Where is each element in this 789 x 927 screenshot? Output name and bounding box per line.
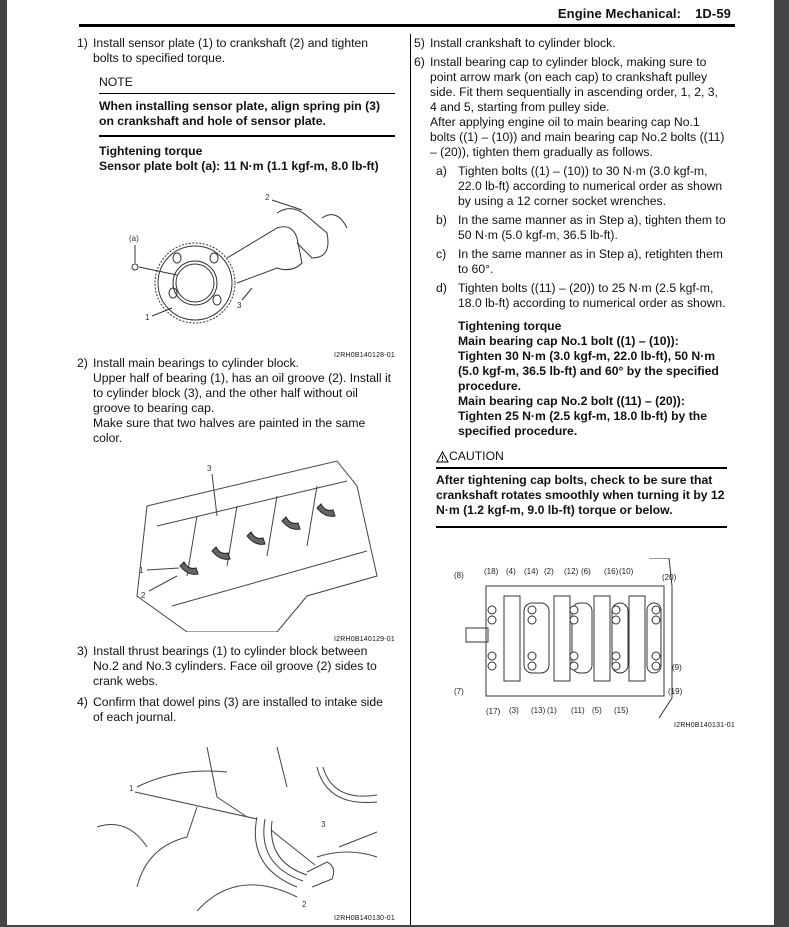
note-box	[99, 75, 395, 174]
callout-3: 3	[207, 464, 212, 473]
right-column	[414, 36, 735, 733]
bolt-label: (6)	[581, 567, 591, 576]
step-line: Make sure that two halves are painted in the same color.	[93, 416, 366, 445]
step-line: Upper half of bearing (1), has an oil groove (2). Install it to cylinder block (3), and the other half without oil groove to bearing cap.	[93, 371, 392, 415]
figure-caption: I2RH0B140131-01	[674, 722, 735, 729]
step-text: Install thrust bearings (1) to cylinder block between No.2 and No.3 cylinders. Face oil groove (2) sides to crank webs.	[93, 644, 377, 688]
torque-spec: Sensor plate bolt (a): 11 N·m (1.1 kgf-m, 8.0 lb-ft)	[99, 159, 379, 173]
page-number: 1D-59	[695, 6, 731, 21]
substep-text: Tighten bolts ((11) – (20)) to 25 N·m (2.5 kgf-m, 18.0 lb-ft) according to numerical order as shown.	[458, 281, 726, 310]
torque-line: Tighten 25 N·m (2.5 kgf-m, 18.0 lb-ft) by the specified procedure.	[458, 409, 707, 438]
step-text: Install sensor plate (1) to crankshaft (2) and tighten bolts to specified torque.	[93, 36, 369, 65]
step-line: After applying engine oil to main bearing cap No.1 bolts ((1) – (10)) and main bearing cap No.2 bolts ((11) – (20)), tighten them gradually as follows.	[430, 115, 725, 159]
callout-a: (a)	[129, 234, 139, 243]
substep-letter: c)	[436, 247, 447, 261]
note-text: When installing sensor plate, align spring pin (3) on crankshaft and hole of sensor plate.	[99, 99, 381, 128]
page-header	[79, 0, 735, 27]
caution-title: CAUTION	[449, 449, 504, 463]
bolt-label: (12)	[564, 567, 579, 576]
step-number: 6)	[414, 55, 425, 69]
manual-page	[7, 0, 774, 925]
substep-letter: b)	[436, 213, 447, 227]
callout-2: 2	[141, 591, 146, 600]
step-line: Install bearing cap to cylinder block, making sure to point arrow mark (on each cap) to crankshaft pulley side. Fit them sequentially in ascending order, 1, 2, 3, 4 and 5, starting from pulley side.	[430, 55, 718, 114]
bolt-label: (18)	[484, 567, 499, 576]
step-text: Install crankshaft to cylinder block.	[430, 36, 616, 50]
substeps	[436, 164, 727, 439]
left-column	[77, 36, 395, 927]
torque-title: Tightening torque	[99, 144, 203, 158]
warning-triangle-icon	[436, 451, 449, 463]
figure-caption: I2RH0B140129-01	[334, 636, 395, 643]
bolt-label: (1)	[547, 706, 557, 715]
bolt-label: (13)	[531, 706, 546, 715]
callout-1: 1	[139, 566, 144, 575]
callout-1: 1	[145, 313, 150, 322]
bolt-label: (14)	[524, 567, 539, 576]
figure-caption: I2RH0B140128-01	[334, 352, 395, 359]
bolt-label: (2)	[544, 567, 554, 576]
torque-title: Tightening torque	[458, 319, 562, 333]
step-6	[414, 55, 727, 160]
bolt-label: (5)	[592, 706, 602, 715]
step-number: 1)	[77, 36, 88, 50]
step-text	[93, 356, 395, 446]
thrust-bearing-illustration	[77, 747, 395, 911]
torque-line: Main bearing cap No.2 bolt ((11) – (20)):	[458, 394, 685, 408]
substep-text: In the same manner as in Step a), retighten them to 60°.	[458, 247, 723, 276]
callout-1: 1	[129, 784, 134, 793]
caution-text: After tightening cap bolts, check to be sure that crankshaft rotates smoothly when turning it by 12 N·m (1.2 kgf-m, 9.0 lb-ft) torque or below.	[436, 473, 725, 517]
bolt-label: (17)	[486, 707, 501, 716]
torque-line: Main bearing cap No.1 bolt ((1) – (10)):	[458, 334, 679, 348]
substep-text: In the same manner as in Step a), tighten them to 50 N·m (5.0 kgf-m, 36.5 lb-ft).	[458, 213, 726, 242]
bolt-label: (3)	[509, 706, 519, 715]
step-2	[77, 356, 395, 446]
step-number: 4)	[77, 695, 88, 709]
callout-3: 3	[237, 301, 242, 310]
step-text	[430, 55, 727, 160]
substep-b	[436, 213, 727, 243]
bolt-label: (19)	[668, 687, 683, 696]
cylinder-block-illustration	[77, 456, 395, 632]
bolt-tightening-order-diagram	[444, 558, 734, 718]
figure-sensor-plate	[77, 188, 395, 364]
note-title: NOTE	[99, 75, 133, 89]
torque-spec-block	[458, 319, 727, 439]
step-5	[414, 36, 727, 51]
bolt-label: (9)	[672, 663, 682, 672]
step-number: 3)	[77, 644, 88, 658]
step-3	[77, 644, 395, 689]
substep-letter: a)	[436, 164, 447, 178]
sensor-plate-illustration	[77, 188, 395, 348]
column-divider	[410, 34, 411, 925]
step-number: 2)	[77, 356, 88, 370]
header-title	[558, 6, 731, 21]
bolt-label: (10)	[619, 567, 634, 576]
figure-thrust-bearing	[77, 747, 395, 927]
callout-2: 2	[302, 900, 307, 909]
step-number: 5)	[414, 36, 425, 50]
bolt-label: (8)	[454, 571, 464, 580]
figure-caption: I2RH0B140130-01	[334, 915, 395, 922]
substep-d	[436, 281, 727, 311]
torque-line: Tighten 30 N·m (3.0 kgf-m, 22.0 lb-ft), 50 N·m (5.0 kgf-m, 36.5 lb-ft) and 60° by the specified procedure.	[458, 349, 719, 393]
bolt-label: (16)	[604, 567, 619, 576]
bolt-label: (7)	[454, 687, 464, 696]
caution-box	[436, 449, 727, 528]
bolt-label: (4)	[506, 567, 516, 576]
step-4	[77, 695, 395, 725]
bolt-label: (15)	[614, 706, 629, 715]
step-1	[77, 36, 395, 66]
step-line: Install main bearings to cylinder block.	[93, 356, 299, 370]
callout-3: 3	[321, 820, 326, 829]
section-title: Engine Mechanical:	[557, 6, 682, 21]
bolt-label: (11)	[571, 706, 585, 715]
callout-2: 2	[265, 193, 270, 202]
bolt-label: (20)	[662, 573, 677, 582]
substep-c	[436, 247, 727, 277]
substep-a	[436, 164, 727, 209]
substep-text: Tighten bolts ((1) – (10)) to 30 N·m (3.0 kgf-m, 22.0 lb-ft) according to numerical order as shown by using a 12 corner socket wrenches.	[458, 164, 723, 208]
figure-cylinder-block	[77, 456, 395, 646]
step-text: Confirm that dowel pins (3) are installed to intake side of each journal.	[93, 695, 383, 724]
figure-bolt-order	[444, 558, 734, 733]
substep-letter: d)	[436, 281, 447, 295]
